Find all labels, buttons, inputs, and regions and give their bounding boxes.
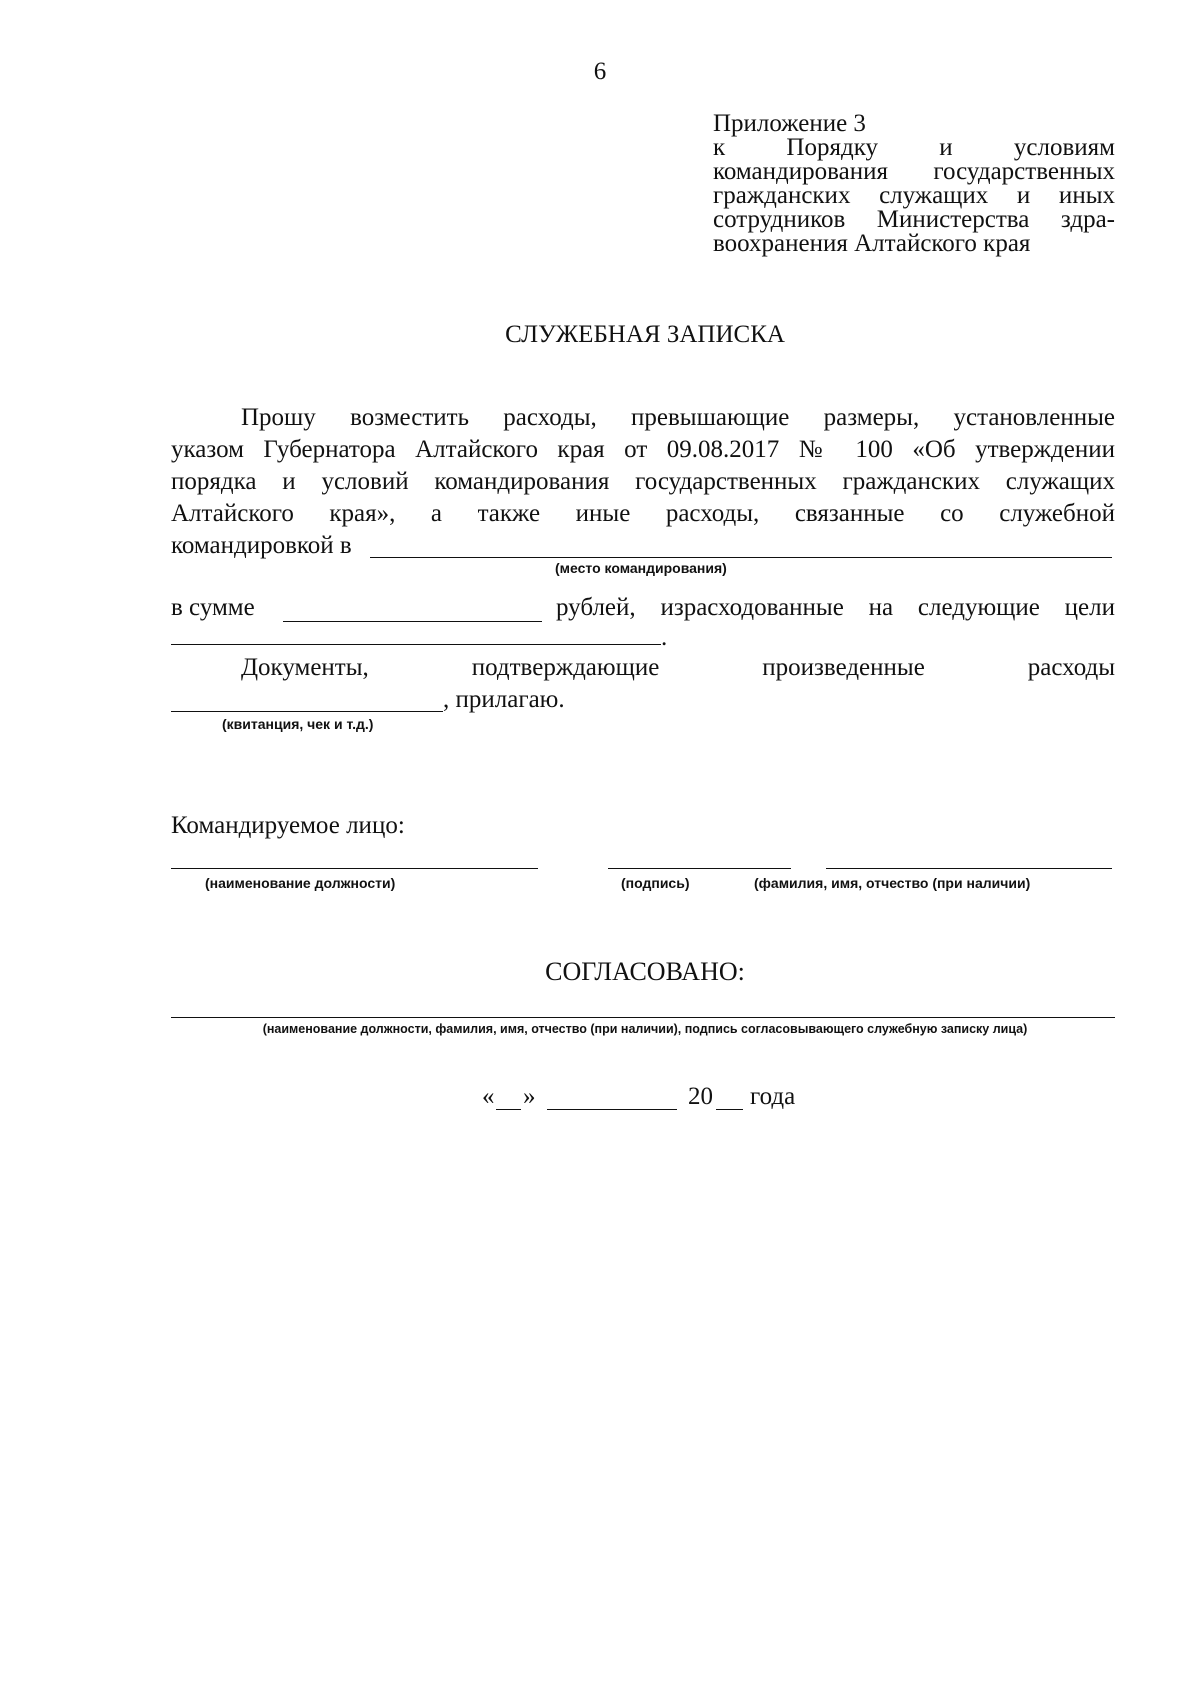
signature-field[interactable] <box>608 868 791 869</box>
appendix-line: к Порядку и условиям <box>713 134 1115 161</box>
place-caption: (место командирования) <box>555 560 727 576</box>
appendix-block <box>713 112 1115 256</box>
request-line-3: порядка и условий командирования государственных гражданских служащих <box>171 468 1115 495</box>
appendix-title: Приложение 3 <box>713 110 866 137</box>
place-field[interactable] <box>370 557 1112 558</box>
date-year-word: года <box>750 1083 796 1110</box>
appendix-line: воохранения Алтайского края <box>713 230 1031 257</box>
appendix-line: командирования государственных <box>713 158 1115 185</box>
sum-prefix: в сумме <box>171 594 255 621</box>
approval-caption: (наименование должности, фамилия, имя, отчество (при наличии), подпись согласовывающего служебную записку лица) <box>262 1022 1028 1036</box>
fullname-caption: (фамилия, имя, отчество (при наличии) <box>754 875 1031 891</box>
traveler-label: Командируемое лицо: <box>171 812 405 839</box>
signature-caption: (подпись) <box>621 875 690 891</box>
documents-suffix: , прилагаю. <box>443 686 565 713</box>
date-year-field[interactable] <box>716 1109 743 1110</box>
request-line-1: Прошу возместить расходы, превышающие размеры, установленные <box>241 404 1115 431</box>
request-line-5: командировкой в <box>171 532 352 559</box>
document-title: СЛУЖЕБНАЯ ЗАПИСКА <box>505 321 785 348</box>
position-field[interactable] <box>171 868 538 869</box>
request-line-4: Алтайского края», а также иные расходы, связанные со служебной <box>171 500 1115 527</box>
purpose-field[interactable] <box>171 644 661 645</box>
sum-suffix: рублей, израсходованные на следующие цели <box>556 594 1115 621</box>
page-number: 6 <box>593 58 607 85</box>
approval-field[interactable] <box>171 1017 1115 1018</box>
fullname-field[interactable] <box>826 868 1112 869</box>
documents-field[interactable] <box>171 711 443 712</box>
date-open-quote: « <box>482 1083 495 1110</box>
approval-title: СОГЛАСОВАНО: <box>545 957 745 986</box>
date-century: 20 <box>688 1083 713 1110</box>
position-caption: (наименование должности) <box>205 875 396 891</box>
purpose-period: . <box>661 624 668 651</box>
date-day-field[interactable] <box>496 1109 521 1110</box>
sum-field[interactable] <box>283 621 542 622</box>
date-close-quote: » <box>523 1083 536 1110</box>
documents-caption: (квитанция, чек и т.д.) <box>222 716 374 732</box>
appendix-line: сотрудников Министерства здра- <box>713 206 1115 233</box>
appendix-line: гражданских служащих и иных <box>713 182 1115 209</box>
documents-line: Документы, подтверждающие произведенные расходы <box>241 654 1115 681</box>
date-month-field[interactable] <box>547 1109 677 1110</box>
request-line-2: указом Губернатора Алтайского края от 09.08.2017 № 100 «Об утверждении <box>171 436 1115 463</box>
